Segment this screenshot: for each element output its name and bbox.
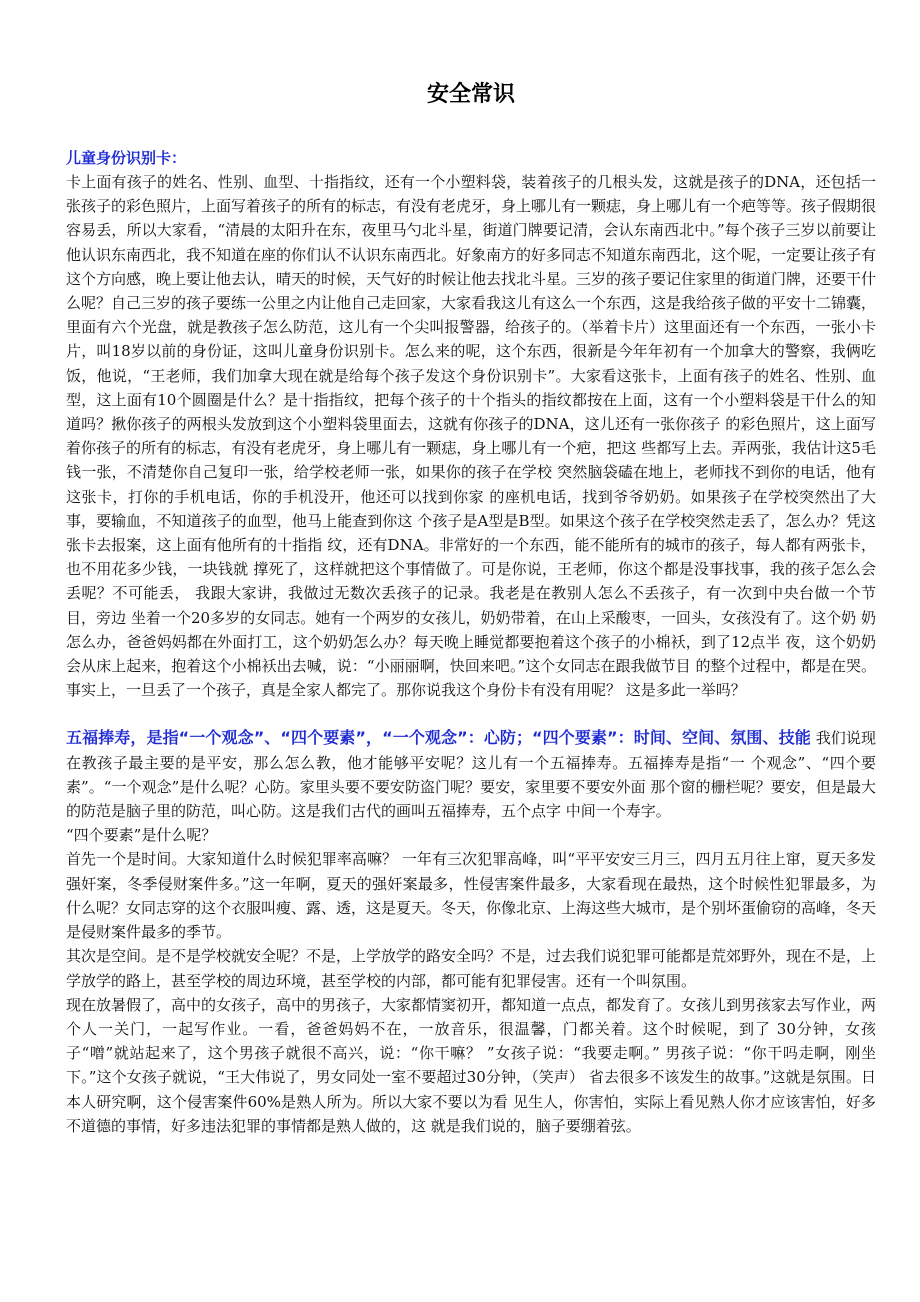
document-title: 安全常识 <box>426 82 515 107</box>
paragraph-atmosphere: 现在放暑假了，高中的女孩子，高中的男孩子，大家都情窦初开，都知道一点点，都发育了。女孩儿到男孩家去写作业，两个人一关门，一起写作业。一看，爸爸妈妈不在，一放音乐，很温馨，门都关着。这个时候呢，到了 30分钟，女孩子“噌”就站起来了，这个男孩子就很不高兴，说：“你干嘛？ ”女孩子说：“我要走啊。” 男孩子说：“你干吗走啊，刚坐下。”这个女孩子就说，“王大伟说了，男女同处一室不要超过30分钟，（笑声） 省去很多不该发生的故事。”这就是氛围。日本人研究啊，这个侵害案件60%是熟人所为。所以大家不要以为看 见生人，你害怕，实际上看见熟人你才应该害怕，好多不道德的事情，好多违法犯罪的事情都是熟人做的，这 就是我们说的，脑子要绷着弦。 <box>66 995 877 1135</box>
paragraph-time: 首先一个是时间。大家知道什么时候犯罪率高嘛？ 一年有三次犯罪高峰，叫“平平安安三月三，四月五月往上窜，夏天多发强奸案，冬季侵财案件多。”这一年啊，夏天的强奸案最多，性侵害案件最多，大家看现在最热，这个时候性犯罪最多，为什么呢？女同志穿的这个衣服叫瘦、露、透，这是夏天。冬天，你像北京、上海这些大城市，是个别坏蛋偷窃的高峰，冬天是侵财案件最多的季节。 <box>66 850 877 942</box>
four-elements-question: “四个要素”是什么呢？ <box>66 826 217 845</box>
section-body-id-card: 卡上面有孩子的姓名、性别、血型、十指指纹，还有一个小塑料袋，装着孩子的几根头发，这就是孩子的DNA，还包括一张孩子的彩色照片，上面写着孩子的所有的标志，有没有老虎牙，身上哪儿有一颗痣，身上哪儿有一个疤等等。孩子假期很容易丢，所以大家看，“清晨的太阳升在东，夜里马勺北斗星，街道门牌要记清，会认东南西北中。”每个孩子三岁以前要让他认识东南西北，我不知道在座的你们认不认识东南西北。好象南方的好多同志不知道东南西北，这个呢，一定要让孩子有这个方向感，晚上要让他去认，晴天的时候，天气好的时候让他去找北斗星。三岁的孩子要记住家里的街道门牌，还要干什么呢？自己三岁的孩子要练一公里之内让他自己走回家，大家看我这儿有这么一个东西，这是我给孩子做的平安十二锦囊，里面有六个光盘，就是教孩子怎么防范，这儿有一个尖叫报警器，给孩子的。（举着卡片）这里面还有一个东西，一张小卡片，叫18岁以前的身份证，这叫儿童身份识别卡。怎么来的呢，这个东西，很新是今年年初有一个加拿大的警察，我俩吃饭，他说，“王老师，我们加拿大现在就是给每个孩子发这个身份识别卡”。大家看这张卡，上面有孩子的姓名、性别、血型，这上面有10个圆圈是什么？是十指指纹，把每个孩子的十个指头的指纹都按在上面，这有一个小塑料袋是干什么的知道吗？揪你孩子的两根头发放到这个小塑料袋里面去，这就有你孩子的DNA，这儿还有一张你孩子 的彩色照片，这上面写着你孩子的所有的标志，有没有老虎牙，身上哪儿有一颗痣，身上哪儿有一个疤，把这 些都写上去。弄两张，我估计这5毛钱一张，不清楚你自己复印一张，给学校老师一张，如果你的孩子在学校 突然脑袋磕在地上，老师找不到你的电话，他有这张卡，打你的手机电话，你的手机没开，他还可以找到你家 的座机电话，找到爷爷奶奶。如果孩子在学校突然出了大事，要输血，不知道孩子的血型，他马上能查到你这 个孩子是A型是B型。如果这个孩子在学校突然走丢了，怎么办？凭这张卡去报案，这上面有他所有的十指指 纹，还有DNA。非常好的一个东西，能不能所有的城市的孩子，每人都有两张卡，也不用花多少钱，一块钱就 撑死了，这样就把这个事情做了。可是你说，王老师，你这个都是没事找事，我的孩子怎么会丢呢？不可能丢， 我跟大家讲，我做过无数次丢孩子的记录。我老是在教别人怎么不丢孩子，有一次到中央台做一个节目，旁边 坐着一个20多岁的女同志。她有一个两岁的女孩儿，奶奶带着，在山上采酸枣，一回头，女孩没有了。这个奶 奶怎么办，爸爸妈妈都在外面打工，这个奶奶怎么办？每天晚上睡觉都要抱着这个孩子的小棉袄，到了12点半 夜，这个奶奶会从床上起来，抱着这个小棉袄出去喊，说：“小丽丽啊，快回来吧。”这个女同志在跟我做节目 的整个过程中，都是在哭。事实上，一旦丢了一个孩子，真是全家人都完了。那你说我这个身份卡有没有用呢？ 这是多此一举吗？ <box>66 173 877 700</box>
section-five-blessings <box>66 726 876 823</box>
section-heading-id-card: 儿童身份识别卡： <box>66 149 187 167</box>
section-intro-five-blessings: 我们说现在教孩子最主要的是平安，那么怎么教，他才能够平安呢？这儿有一个五福捧寿。五福捧寿是指“一 个观念”、“四个要素”。“一个观念”是什么呢？心防。家里头要不要安防盗门呢？要安，家里要不要安外面 那个窗的栅栏呢？要安，但是最大的防范是脑子里的防范，叫心防。这是我们古代的画叫五福捧寿，五个点字 中间一个寿字。 <box>66 729 876 821</box>
paragraph-space: 其次是空间。是不是学校就安全呢？不是，上学放学的路安全吗？不是，过去我们说犯罪可能都是荒郊野外，现在不是，上学放学的路上，甚至学校的周边环境，甚至学校的内部，都可能有犯罪侵害。还有一个叫氛围。 <box>66 947 877 990</box>
section-heading-five-blessings: 五福捧寿，是指“一个观念”、“四个要素”，“一个观念”：心防；“四个要素”：时间、空间、氛围、技能 <box>66 728 811 748</box>
document-page <box>66 0 876 1138</box>
